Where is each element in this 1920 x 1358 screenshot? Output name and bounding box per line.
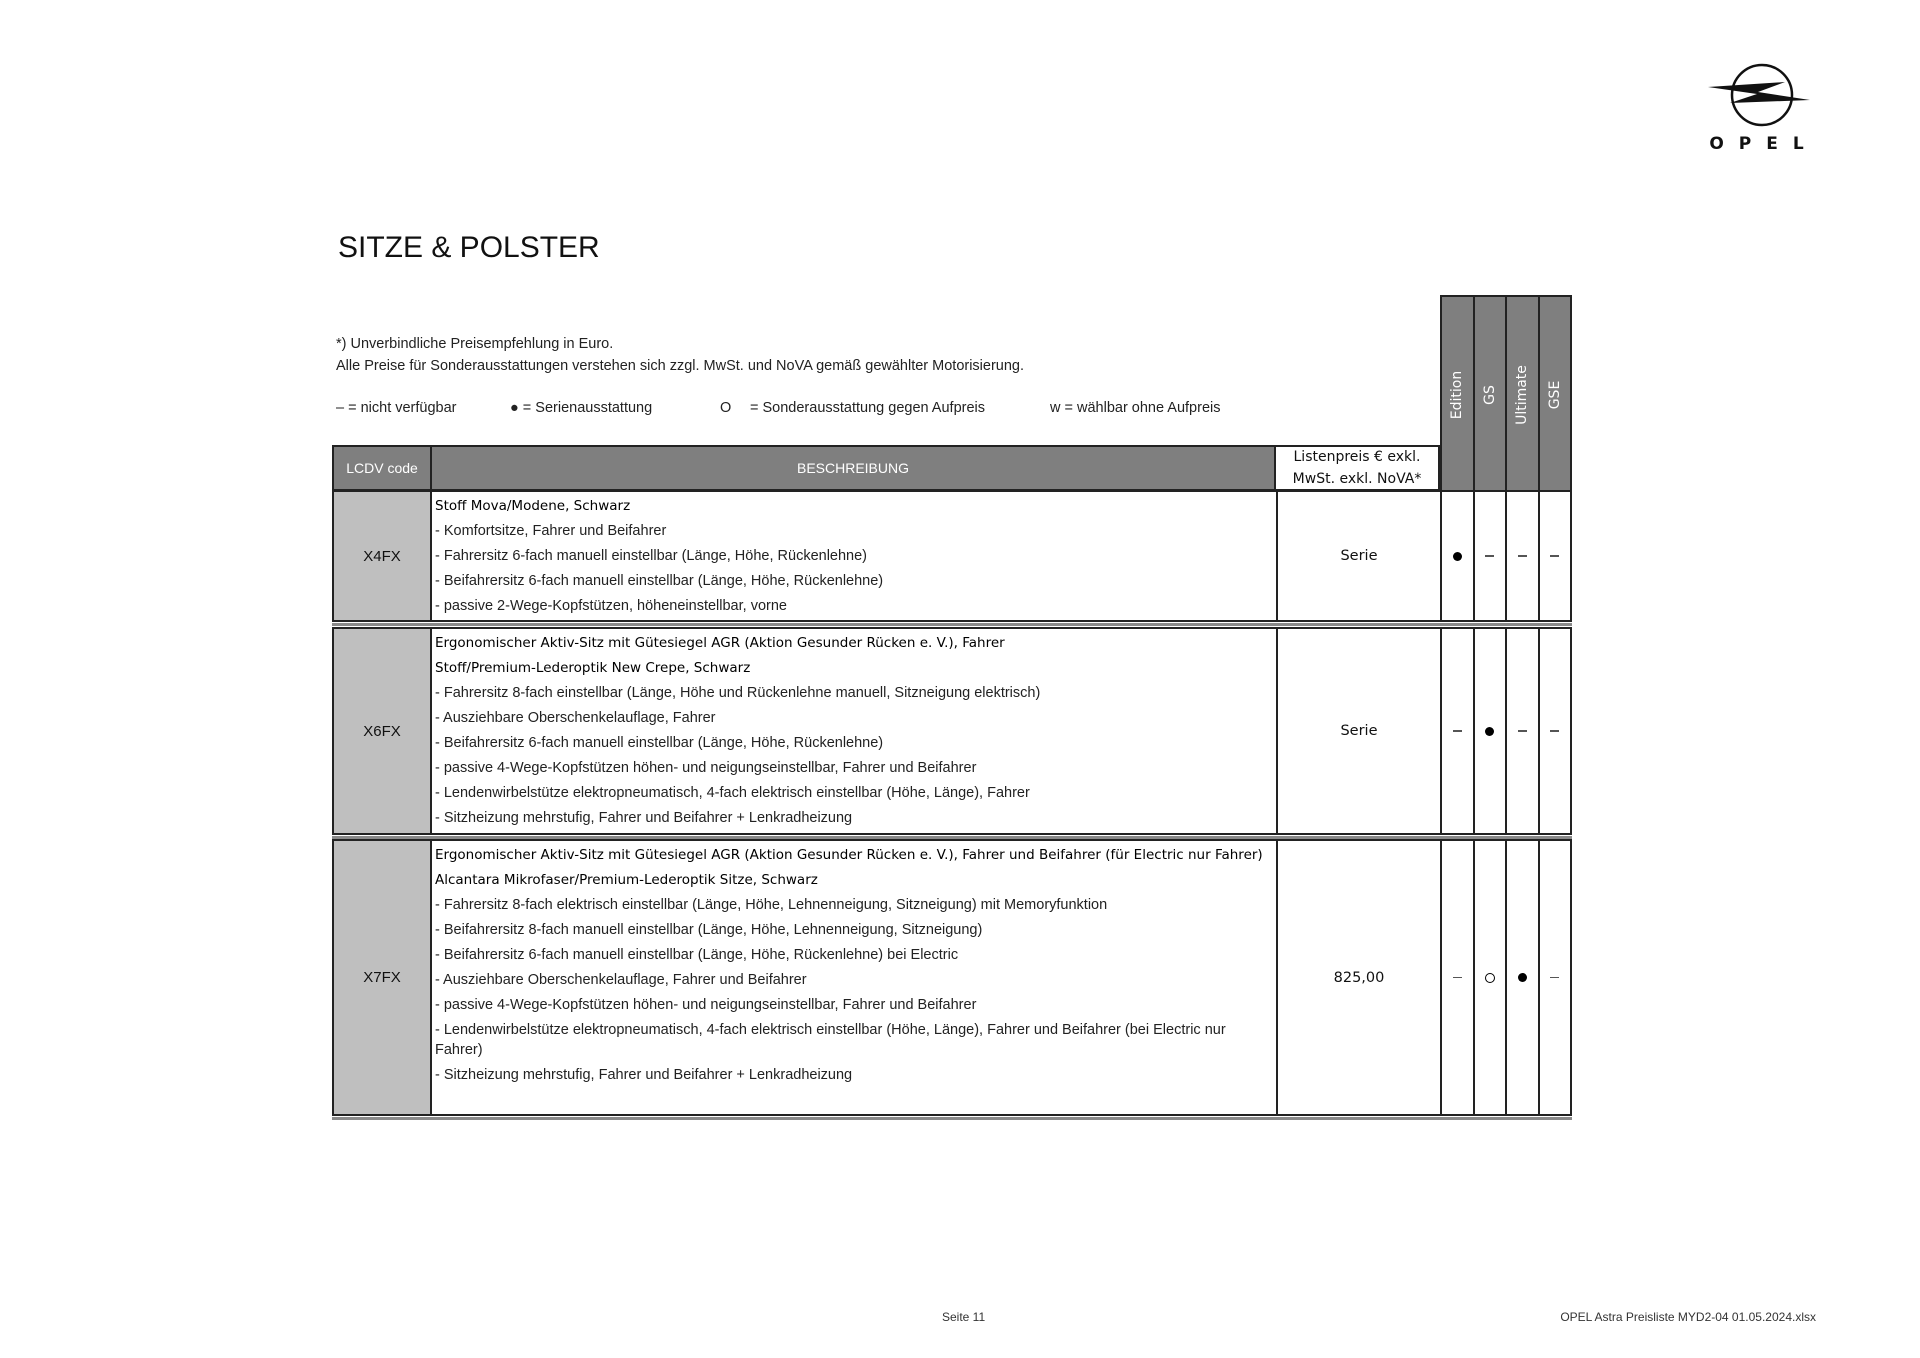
trim-label: Ultimate bbox=[1514, 365, 1531, 425]
availability-cell-gse bbox=[1540, 492, 1571, 620]
table-row bbox=[332, 839, 1572, 1116]
not-available-dash-icon bbox=[1485, 555, 1494, 557]
description-heading: Stoff/Premium-Lederoptik New Crepe, Schwarz bbox=[435, 660, 751, 676]
not-available-dash-icon bbox=[1550, 555, 1559, 557]
availability-cell-gs bbox=[1475, 492, 1508, 620]
opel-logo bbox=[1700, 60, 1820, 160]
not-available-dash-icon bbox=[1550, 730, 1559, 732]
standard-dot-icon bbox=[1485, 727, 1494, 736]
description-item: - Beifahrersitz 6-fach manuell einstellbar (Länge, Höhe, Rückenlehne) bbox=[435, 573, 884, 589]
list-price: Serie bbox=[1278, 492, 1442, 620]
trim-column-edition bbox=[1442, 297, 1475, 490]
availability-cell-ultimate bbox=[1507, 629, 1540, 833]
page-title: SITZE & POLSTER bbox=[338, 231, 600, 264]
lcdv-code: X4FX bbox=[334, 492, 432, 620]
list-price: 825,00 bbox=[1278, 841, 1442, 1114]
description-item: - Beifahrersitz 8-fach manuell einstellbar (Länge, Höhe, Lehnenneigung, Sitzneigung) bbox=[435, 922, 983, 938]
opel-blitz-icon bbox=[1700, 60, 1820, 130]
description-item: - Beifahrersitz 6-fach manuell einstellbar (Länge, Höhe, Rückenlehne) bei Electric bbox=[435, 947, 959, 963]
header-price bbox=[1276, 447, 1438, 489]
legend-option-symbol: O bbox=[720, 400, 732, 416]
availability-cell-gs bbox=[1475, 629, 1508, 833]
note-line: Alle Preise für Sonderausstattungen verstehen sich zzgl. MwSt. und NoVA gemäß gewählter Motorisierung. bbox=[336, 358, 1025, 374]
description-item: - passive 4-Wege-Kopfstützen höhen- und neigungseinstellbar, Fahrer und Beifahrer bbox=[435, 997, 977, 1013]
description-item: - Ausziehbare Oberschenkelauflage, Fahrer bbox=[435, 710, 716, 726]
note-line: *) Unverbindliche Preisempfehlung in Euro. bbox=[336, 336, 614, 352]
table-row bbox=[332, 627, 1572, 835]
availability-cell-gse bbox=[1540, 841, 1571, 1114]
description-item: - Lendenwirbelstütze elektropneumatisch, 4-fach elektrisch einstellbar (Höhe, Länge), Fahrer und Beifahrer (bei Electric nur Fahrer) bbox=[435, 1022, 1226, 1058]
availability-cell-ultimate bbox=[1507, 841, 1540, 1114]
description-cell bbox=[432, 629, 1278, 833]
legend-selectable: w = wählbar ohne Aufpreis bbox=[1050, 400, 1221, 416]
list-price: Serie bbox=[1278, 629, 1442, 833]
availability-cell-gse bbox=[1540, 629, 1571, 833]
trim-column-gs bbox=[1475, 297, 1508, 490]
not-available-dash-icon bbox=[1518, 730, 1527, 732]
availability-cell-ultimate bbox=[1507, 492, 1540, 620]
description-heading: Stoff Mova/Modene, Schwarz bbox=[435, 498, 631, 514]
description-item: - Lendenwirbelstütze elektropneumatisch, 4-fach elektrisch einstellbar (Höhe, Länge), Fahrer bbox=[435, 785, 1030, 801]
trim-label: Edition bbox=[1449, 370, 1466, 420]
lcdv-code: X6FX bbox=[334, 629, 432, 833]
availability-cell-edition bbox=[1442, 841, 1475, 1114]
availability-cell-gs bbox=[1475, 841, 1508, 1114]
price-notes bbox=[336, 333, 1024, 377]
not-available-dash-icon bbox=[1453, 977, 1462, 979]
header-description: BESCHREIBUNG bbox=[432, 447, 1276, 489]
header-price-line: MwSt. exkl. NoVA* bbox=[1292, 471, 1422, 487]
not-available-dash-icon bbox=[1518, 555, 1527, 557]
standard-dot-icon bbox=[1518, 973, 1527, 982]
not-available-dash-icon bbox=[1453, 730, 1462, 732]
description-item: - passive 4-Wege-Kopfstützen höhen- und neigungseinstellbar, Fahrer und Beifahrer bbox=[435, 760, 977, 776]
legend-option: = Sonderausstattung gegen Aufpreis bbox=[750, 400, 985, 416]
description-heading: Ergonomischer Aktiv-Sitz mit Gütesiegel AGR (Aktion Gesunder Rücken e. V.), Fahrer bbox=[435, 635, 1005, 651]
header-code: LCDV code bbox=[334, 447, 432, 489]
description-item: - passive 2-Wege-Kopfstützen, höheneinstellbar, vorne bbox=[435, 598, 787, 614]
description-heading: Alcantara Mikrofaser/Premium-Lederoptik Sitze, Schwarz bbox=[435, 872, 818, 888]
trim-label: GS bbox=[1481, 385, 1498, 405]
description-item: - Beifahrersitz 6-fach manuell einstellbar (Länge, Höhe, Rückenlehne) bbox=[435, 735, 884, 751]
brand-wordmark: OPEL bbox=[1709, 134, 1819, 154]
description-cell bbox=[432, 841, 1278, 1114]
trim-column-gse bbox=[1540, 297, 1571, 490]
table-row bbox=[332, 490, 1572, 622]
header-price-line: Listenpreis € exkl. bbox=[1293, 449, 1421, 465]
file-name: OPEL Astra Preisliste MYD2-04 01.05.2024.xlsx bbox=[1560, 1310, 1816, 1324]
trim-column-ultimate bbox=[1507, 297, 1540, 490]
standard-dot-icon bbox=[1453, 552, 1462, 561]
trim-header bbox=[1440, 295, 1572, 490]
page-number: Seite 11 bbox=[942, 1310, 986, 1324]
description-cell bbox=[432, 492, 1278, 620]
legend-standard: ● = Serienausstattung bbox=[510, 400, 653, 416]
legend-not-available: – = nicht verfügbar bbox=[336, 400, 457, 416]
lcdv-code: X7FX bbox=[334, 841, 432, 1114]
option-circle-icon bbox=[1485, 973, 1495, 983]
availability-cell-edition bbox=[1442, 492, 1475, 620]
description-item: - Fahrersitz 8-fach elektrisch einstellbar (Länge, Höhe, Lehnenneigung, Sitzneigung) mit Memoryfunktion bbox=[435, 897, 1108, 913]
description-item: - Ausziehbare Oberschenkelauflage, Fahrer und Beifahrer bbox=[435, 972, 807, 988]
not-available-dash-icon bbox=[1550, 977, 1559, 979]
availability-cell-edition bbox=[1442, 629, 1475, 833]
trim-label: GSE bbox=[1546, 380, 1563, 410]
table-header bbox=[332, 445, 1440, 490]
description-item: - Fahrersitz 6-fach manuell einstellbar (Länge, Höhe, Rückenlehne) bbox=[435, 548, 867, 564]
description-item: - Sitzheizung mehrstufig, Fahrer und Beifahrer + Lenkradheizung bbox=[435, 810, 853, 826]
description-item: - Fahrersitz 8-fach einstellbar (Länge, Höhe und Rückenlehne manuell, Sitzneigung elektrisch) bbox=[435, 685, 1041, 701]
description-item: - Sitzheizung mehrstufig, Fahrer und Beifahrer + Lenkradheizung bbox=[435, 1067, 853, 1083]
description-item: - Komfortsitze, Fahrer und Beifahrer bbox=[435, 523, 667, 539]
description-heading: Ergonomischer Aktiv-Sitz mit Gütesiegel AGR (Aktion Gesunder Rücken e. V.), Fahrer und Beifahrer (für Electric nur Fahrer) bbox=[435, 847, 1263, 863]
